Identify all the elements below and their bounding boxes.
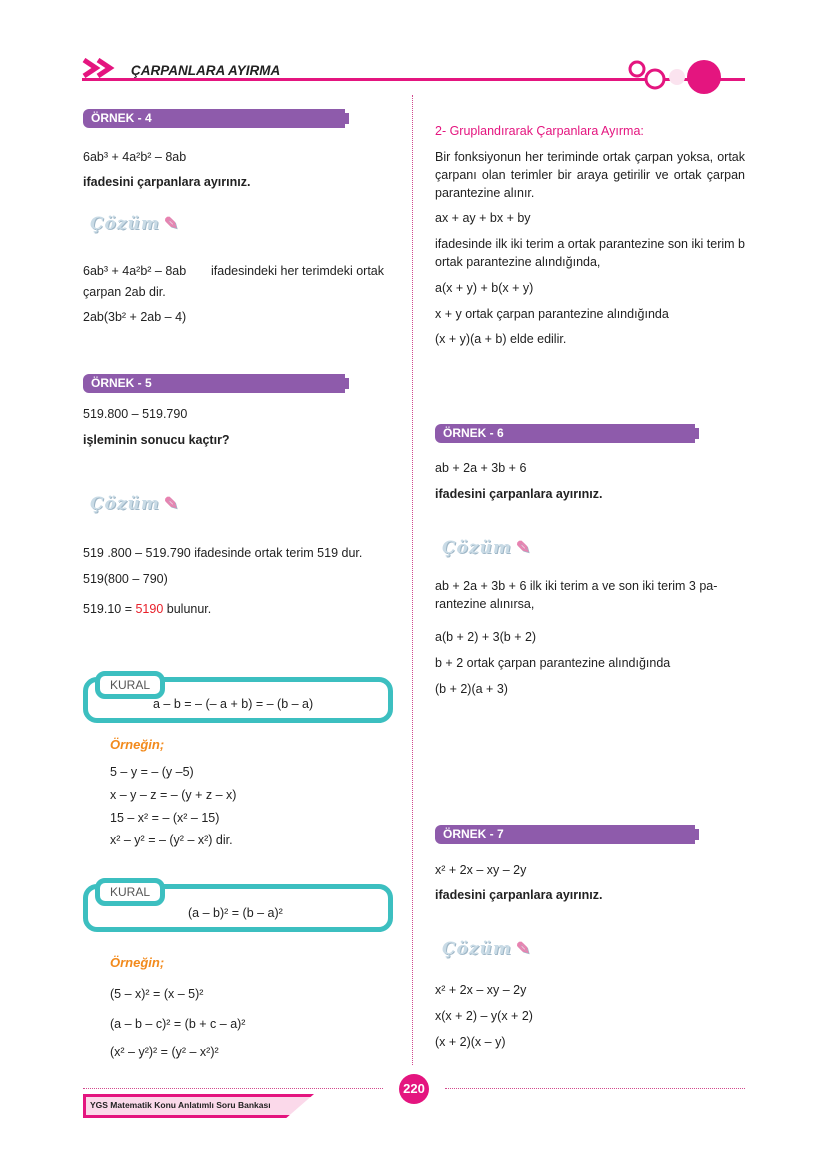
- solution-line: rantezine alınırsa,: [435, 597, 535, 611]
- solution-line: x² + 2x – xy – 2y: [435, 983, 527, 997]
- solution-line: a(b + 2) + 3(b + 2): [435, 630, 537, 644]
- expression: x² + 2x – xy – 2y: [435, 863, 527, 877]
- examples-title: Örneğin;: [110, 737, 165, 752]
- solution-line: 6ab³ + 4a²b² – 8ab: [83, 264, 187, 278]
- example-banner: ÖRNEK - 6: [435, 424, 695, 443]
- rule-formula: (a – b)² = (b – a)²: [188, 906, 283, 920]
- question: ifadesini çarpanlara ayırınız.: [435, 487, 603, 501]
- page-number-badge: 220: [399, 1074, 429, 1104]
- expression: 519.800 – 519.790: [83, 407, 188, 421]
- solution-logo: Çözüm ✎: [442, 538, 532, 558]
- examples-title: Örneğin;: [110, 955, 165, 970]
- question: ifadesini çarpanlara ayırınız.: [83, 175, 251, 189]
- solution-line: (x + 2)(x – y): [435, 1035, 506, 1049]
- chevron-icon: [82, 58, 124, 78]
- paragraph: ifadesinde ilk iki terim a ortak parantezine son iki terim b ortak parantezine alındığında,: [435, 237, 745, 269]
- expression: 6ab³ + 4a²b² – 8ab: [83, 150, 187, 164]
- solution-line: 519 .800 – 519.790 ifadesinde ortak terim 519 dur.: [83, 546, 363, 560]
- section-title: 2- Gruplandırarak Çarpanlara Ayırma:: [435, 124, 644, 138]
- footer-rule: [445, 1088, 745, 1089]
- paragraph: Bir fonksiyonun her teriminde ortak çarpan yoksa, ortak çarpanı olan terimler bir araya getirilir ve ortak çarpan parantezine alınır.: [435, 150, 745, 200]
- example-line: x – y – z = – (y + z – x): [110, 788, 237, 802]
- solution-logo: Çözüm ✎: [90, 214, 180, 234]
- solution-logo: Çözüm ✎: [90, 494, 180, 514]
- solution-line: (b + 2)(a + 3): [435, 682, 508, 696]
- rule-box: [83, 884, 393, 932]
- question: ifadesini çarpanlara ayırınız.: [435, 888, 603, 902]
- solution-line: b + 2 ortak çarpan parantezine alındığında: [435, 656, 671, 670]
- chapter-title: ÇARPANLARA AYIRMA: [131, 63, 281, 78]
- step-line: (x + y)(a + b) elde edilir.: [435, 332, 567, 346]
- example-line: (x² – y²)² = (y² – x²)²: [110, 1045, 219, 1059]
- circles-decoration: [625, 55, 725, 97]
- solution-line: ab + 2a + 3b + 6 ilk iki terim a ve son iki terim 3 pa-: [435, 579, 718, 593]
- solution-line: 519(800 – 790): [83, 572, 168, 586]
- example-line: 5 – y = – (y –5): [110, 765, 194, 779]
- example-banner: ÖRNEK - 7: [435, 825, 695, 844]
- rule-label: KURAL: [95, 671, 165, 699]
- example-line: 15 – x² = – (x² – 15): [110, 811, 220, 825]
- question: işleminin sonucu kaçtır?: [83, 433, 230, 447]
- rule-formula: a – b = – (– a + b) = – (b – a): [153, 697, 314, 711]
- example-banner: ÖRNEK - 4: [83, 109, 345, 128]
- step-line: a(x + y) + b(x + y): [435, 281, 534, 295]
- expression: ax + ay + bx + by: [435, 211, 531, 225]
- step-line: x + y ortak çarpan parantezine alındığında: [435, 307, 669, 321]
- solution-line: 2ab(3b² + 2ab – 4): [83, 310, 187, 324]
- rule-box: [83, 677, 393, 723]
- rule-label: KURAL: [95, 878, 165, 906]
- example-line: x² – y² = – (y² – x²) dir.: [110, 833, 233, 847]
- column-divider: [412, 95, 413, 1065]
- solution-line: x(x + 2) – y(x + 2): [435, 1009, 533, 1023]
- solution-line: ifadesindeki her terimdeki ortak: [211, 264, 384, 278]
- example-line: (a – b – c)² = (b + c – a)²: [110, 1017, 246, 1031]
- expression: ab + 2a + 3b + 6: [435, 461, 527, 475]
- example-line: (5 – x)² = (x – 5)²: [110, 987, 204, 1001]
- example-banner: ÖRNEK - 5: [83, 374, 345, 393]
- solution-logo: Çözüm ✎: [442, 939, 532, 959]
- solution-line: çarpan 2ab dir.: [83, 285, 166, 299]
- book-title: YGS Matematik Konu Anlatımlı Soru Bankası: [90, 1100, 271, 1110]
- solution-line: 519.10 = 5190 bulunur.: [83, 602, 212, 616]
- footer-rule: [83, 1088, 383, 1089]
